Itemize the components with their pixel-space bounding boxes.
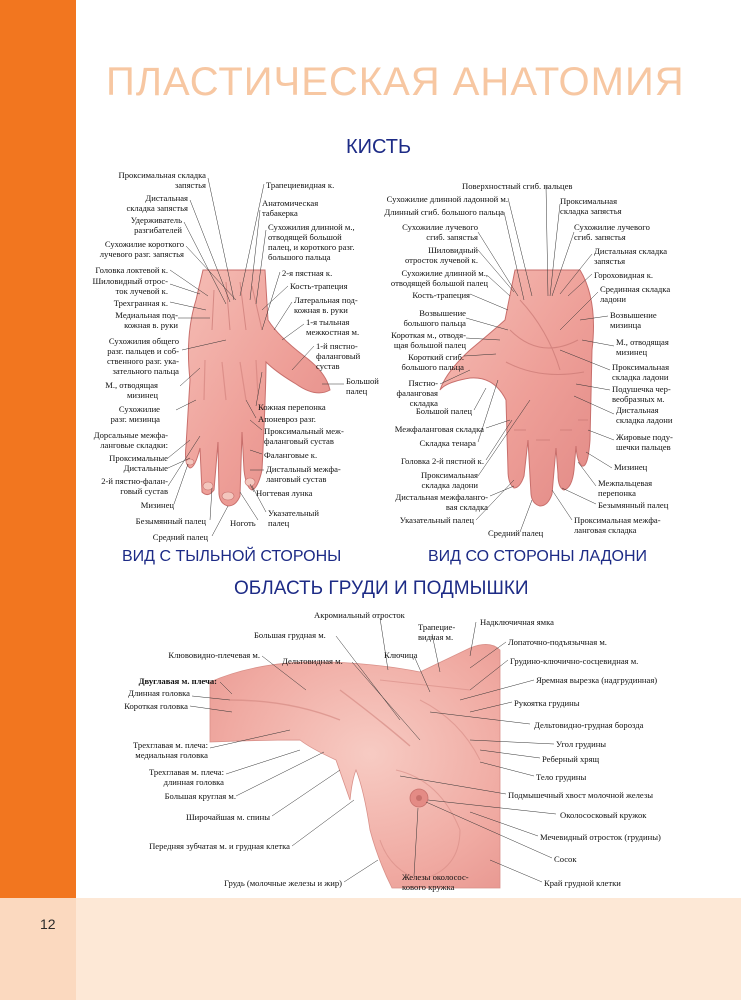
label-areola: Околососковый кружок <box>560 810 647 820</box>
label-coracobrachialis: Клювовидно-плечевая м. <box>168 650 260 660</box>
label-proximal-ip-crease: Проксимальная межфа- ланговая складка <box>574 515 661 535</box>
label-proximal-wrist-crease-palm: Проксимальная складка запястья <box>560 196 622 216</box>
label-dorsal-interphalangeal-creases: Дорсальные межфа- ланговые складки: <box>93 430 168 450</box>
label-radial-styloid: Шиловидный отрос- ток лучевой к. <box>92 276 168 296</box>
label-xiphoid-process: Мечевидный отросток (грудины) <box>540 832 661 842</box>
label-biceps-long-head: Длинная головка <box>128 688 190 698</box>
label-dip-joint: Дистальный межфа- ланговый сустав <box>266 464 341 484</box>
label-first-mcp-joint: 1-й пястно- фаланговый сустав <box>316 341 361 371</box>
label-skin-web: Кожная перепонка <box>258 402 326 412</box>
label-distal-creases: Дистальные <box>123 463 168 473</box>
label-ring-finger-back: Безымянный палец <box>135 516 206 526</box>
label-first-dorsal-interosseous: 1-я тыльная межкостная м. <box>306 317 360 337</box>
label-fds: Поверхностный сгиб. пальцев <box>462 181 573 191</box>
label-trapezium-palm: Кость-трапеция <box>412 290 470 300</box>
label-phalanges: Фаланговые к. <box>264 450 318 460</box>
label-cephalic-vein: Латеральная под- кожная в. руки <box>294 295 358 315</box>
label-distal-palmar-crease: Дистальная складка ладони <box>616 405 673 425</box>
label-proximal-palmar-crease-right: Проксимальная складка ладони <box>612 362 670 382</box>
label-nipple: Сосок <box>554 854 577 864</box>
label-sternum-body: Тело грудины <box>536 772 587 782</box>
label-proximal-creases: Проксимальные <box>109 453 168 463</box>
label-latissimus-dorsi: Широчайшая м. спины <box>185 812 270 822</box>
back-view-caption: ВИД С ТЫЛЬНОЙ СТОРОНЫ <box>122 548 342 565</box>
label-clavicle: Ключица <box>384 650 418 660</box>
label-fcr-tendon-right: Сухожилие лучевого сгиб. запястья <box>574 222 650 242</box>
label-middle-finger-palm: Средний палец <box>488 528 544 538</box>
label-pip-joint: Проксимальный меж- фаланговый сустав <box>264 426 344 446</box>
label-triquetrum: Трехгранная к. <box>113 298 168 308</box>
label-biceps-brachii: Двуглавая м. плеча: <box>138 676 217 686</box>
label-lumbrical-pad: Подушечка чер- веобразных м. <box>612 384 671 404</box>
label-extensor-retinaculum: Удерживатель разгибателей <box>130 215 182 235</box>
label-pisiform: Гороховидная к. <box>594 270 654 280</box>
label-thenar-eminence: Возвышение большого пальца <box>403 308 466 328</box>
label-ulna-head: Головка локтевой к. <box>95 265 168 275</box>
label-jugular-notch: Яремная вырезка (надгрудинная) <box>536 675 658 685</box>
label-distal-ip-crease: Дистальная межфаланго- вая складка <box>395 492 488 512</box>
palm-view-caption: ВИД СО СТОРОНЫ ЛАДОНИ <box>428 548 648 565</box>
label-thumb-back: Большой палец <box>346 376 379 396</box>
label-pectoralis-major: Большая грудная м. <box>254 630 326 640</box>
chest-section-title: ОБЛАСТЬ ГРУДИ И ПОДМЫШКИ <box>234 578 529 599</box>
label-interphalangeal-crease: Межфаланговая складка <box>394 424 484 434</box>
label-acromion: Акромиальный отросток <box>314 610 405 620</box>
label-triceps-medial-head: Трехглавая м. плеча: медиальная головка <box>132 740 208 760</box>
label-teres-major: Большая круглая м. <box>164 791 236 801</box>
label-middle-finger-back: Средний палец <box>152 532 208 542</box>
label-sternocleidomastoid: Грудино-ключично-сосцевидная м. <box>510 656 639 666</box>
label-finger-fat-pads: Жировые поду- шечки пальцев <box>616 432 673 452</box>
label-areolar-glands: Железы околосос- кового кружка <box>402 872 469 892</box>
label-interdigital-web: Межпальцевая перепонка <box>598 478 653 498</box>
label-fpl: Длинный сгиб. большого пальца <box>384 207 504 217</box>
label-abductor-digiti-minimi-palm: М., отводящая мизинец <box>616 337 669 357</box>
label-deltopectoral-groove: Дельтовидно-грудная борозда <box>534 720 644 730</box>
label-ecrb-tendon: Сухожилие короткого лучевого разг. запястья <box>99 239 184 259</box>
label-breast: Грудь (молочные железы и жир) <box>224 878 342 888</box>
label-trapezoid: Трапециевидная к. <box>266 180 335 190</box>
label-basilic-vein: Медиальная под- кожная в. руки <box>115 310 178 330</box>
label-little-finger-back: Мизинец <box>140 500 174 510</box>
label-2nd-mcp-joint: 2-й пястно-фалан- говый сустав <box>101 476 168 496</box>
label-extensor-aponeurosis: Апоневроз разг. <box>258 414 316 424</box>
label-thenar-crease: Складка тенара <box>419 438 476 448</box>
label-proximal-wrist-crease: Проксимальная складка запястья <box>118 170 206 190</box>
label-ring-finger-palm: Безымянный палец <box>598 500 669 510</box>
label-extensor-tendons: Сухожилия общего разг. пальцев и соб- ственного разг. ука- зательного пальца <box>106 336 179 376</box>
label-apl-tendon: Сухожилие длинной м., отводящей большой палец <box>390 268 488 288</box>
label-fcr-tendon-left: Сухожилие лучевого сгиб. запястья <box>402 222 478 242</box>
label-triceps-long-head: Трехглавая м. плеча: длинная головка <box>148 767 224 787</box>
label-biceps-short-head: Короткая головка <box>124 701 188 711</box>
label-manubrium: Рукоятка грудины <box>514 698 580 708</box>
label-mcp-crease: Пястно- фаланговая складка <box>396 378 438 408</box>
label-distal-wrist-crease-palm: Дистальная складка запястья <box>594 246 668 266</box>
page-title: ПЛАСТИЧЕСКАЯ АНАТОМИЯ <box>106 60 685 104</box>
label-trapezius: Трапецие- видная м. <box>418 622 456 642</box>
label-snuffbox: Анатомическая табакерка <box>262 198 319 218</box>
label-abductor-digiti-minimi-back: М., отводящая мизинец <box>105 380 158 400</box>
label-lunula: Ногтевая лунка <box>256 488 313 498</box>
label-deltoid: Дельтовидная м. <box>282 656 343 666</box>
label-index-finger-back: Указательный палец <box>268 508 319 528</box>
label-axillary-tail: Подмышечный хвост молочной железы <box>508 790 653 800</box>
label-index-finger-palm: Указательный палец <box>399 515 474 525</box>
label-sternal-angle: Угол грудины <box>556 739 607 749</box>
label-apb: Короткая м., отводя- щая большой палец <box>391 330 466 350</box>
label-omohyoid: Лопаточно-подъязычная м. <box>508 637 607 647</box>
label-serratus-anterior: Передняя зубчатая м. и грудная клетка <box>149 841 290 851</box>
hand-section-title: КИСТЬ <box>346 136 412 158</box>
label-nail: Ноготь <box>230 518 256 528</box>
label-hypothenar-eminence: Возвышение мизинца <box>610 310 657 330</box>
label-proximal-palmar-crease-left: Проксимальная складка ладони <box>420 470 478 490</box>
label-distal-wrist-crease: Дистальная складка запястья <box>126 193 188 213</box>
label-midpalmar-crease: Срединная складка ладони <box>600 284 671 304</box>
page-number: 12 <box>40 916 56 932</box>
label-thumb-palm: Большой палец <box>415 406 472 416</box>
chest-illustration <box>210 644 500 888</box>
label-palmaris-longus: Сухожилие длинной ладонной м. <box>386 194 508 204</box>
label-2nd-metacarpal: 2-я пястная к. <box>282 268 333 278</box>
label-supraclavicular-fossa: Надключичная ямка <box>480 617 554 627</box>
label-trapezium-back: Кость-трапеция <box>290 281 348 291</box>
label-fpb: Короткий сгиб. большого пальца <box>401 352 464 372</box>
label-apl-epb-tendons: Сухожилия длинной м., отводящей большой палец, и короткого разг. большого пальца <box>268 222 355 262</box>
label-little-finger-palm: Мизинец <box>614 462 648 472</box>
label-costal-margin: Край грудной клетки <box>544 878 621 888</box>
label-2nd-metacarpal-head: Головка 2-й пястной к. <box>400 456 484 466</box>
label-costal-cartilage: Реберный хрящ <box>542 754 600 764</box>
label-edm-tendon: Сухожилие разг. мизинца <box>110 404 160 424</box>
label-radial-styloid-palm: Шиловидный отросток лучевой к. <box>404 245 478 265</box>
